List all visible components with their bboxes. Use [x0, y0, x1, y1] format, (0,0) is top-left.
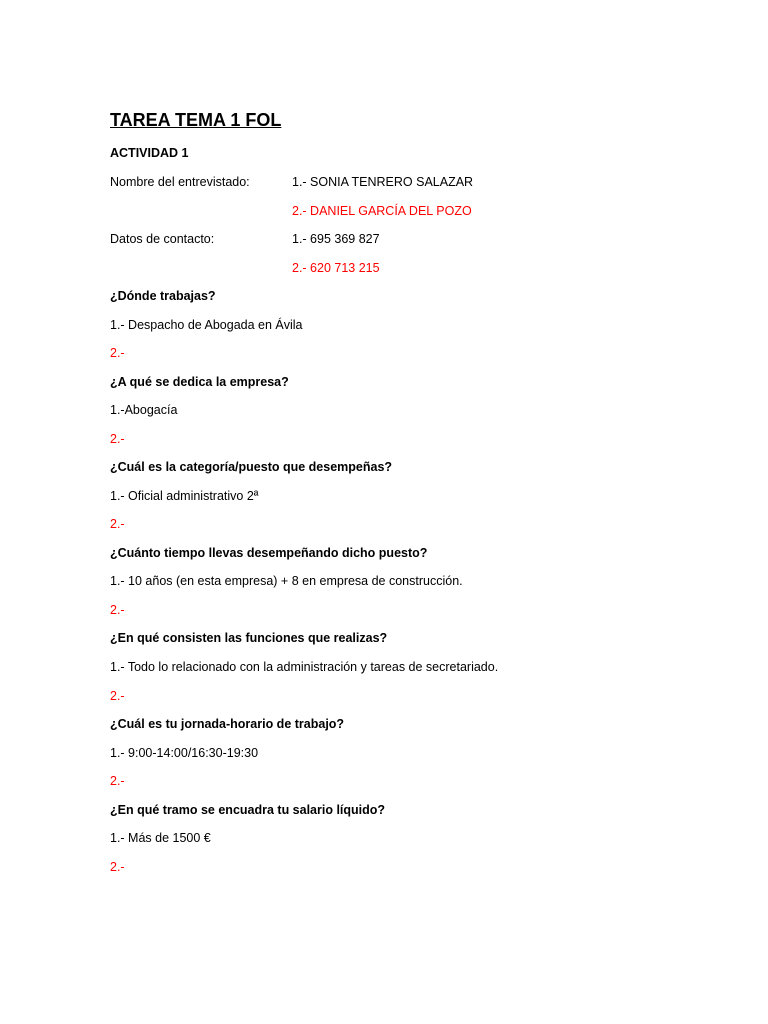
answer-5-1: 1.- Todo lo relacionado con la administración y tareas de secretariado. [110, 660, 499, 674]
answer-4-2: 2.- [110, 603, 125, 617]
answer-7-1: 1.- Más de 1500 € [110, 831, 211, 845]
question-1: ¿Dónde trabajas? [110, 289, 216, 303]
question-4: ¿Cuánto tiempo llevas desempeñando dicho puesto? [110, 546, 428, 560]
question-2: ¿A qué se dedica la empresa? [110, 375, 289, 389]
contact-phone-2: 2.- 620 713 215 [292, 261, 380, 275]
answer-5-2: 2.- [110, 689, 125, 703]
question-7: ¿En qué tramo se encuadra tu salario líquido? [110, 803, 386, 817]
question-6: ¿Cuál es tu jornada-horario de trabajo? [110, 717, 345, 731]
question-5: ¿En qué consisten las funciones que realizas? [110, 631, 388, 645]
contact-label: Datos de contacto: [110, 232, 215, 246]
answer-2-2: 2.- [110, 432, 125, 446]
answer-2-1: 1.-Abogacía [110, 403, 178, 417]
answer-3-2: 2.- [110, 517, 125, 531]
answer-6-2: 2.- [110, 774, 125, 788]
interviewee-name-1: 1.- SONIA TENRERO SALAZAR [292, 175, 474, 189]
answer-3-1: 1.- Oficial administrativo 2ª [110, 489, 259, 503]
answer-6-1: 1.- 9:00-14:00/16:30-19:30 [110, 746, 259, 760]
answer-1-2: 2.- [110, 346, 125, 360]
document-page [110, 0, 710, 1024]
contact-phone-1: 1.- 695 369 827 [292, 232, 380, 246]
activity-heading: ACTIVIDAD 1 [110, 146, 189, 160]
document-title: TAREA TEMA 1 FOL [110, 110, 282, 130]
answer-7-2: 2.- [110, 860, 125, 874]
interviewee-name-2: 2.- DANIEL GARCÍA DEL POZO [292, 204, 472, 218]
answer-1-1: 1.- Despacho de Abogada en Ávila [110, 318, 303, 332]
question-3: ¿Cuál es la categoría/puesto que desempeñas? [110, 460, 393, 474]
interviewee-label: Nombre del entrevistado: [110, 175, 250, 189]
answer-4-1: 1.- 10 años (en esta empresa) + 8 en empresa de construcción. [110, 574, 463, 588]
